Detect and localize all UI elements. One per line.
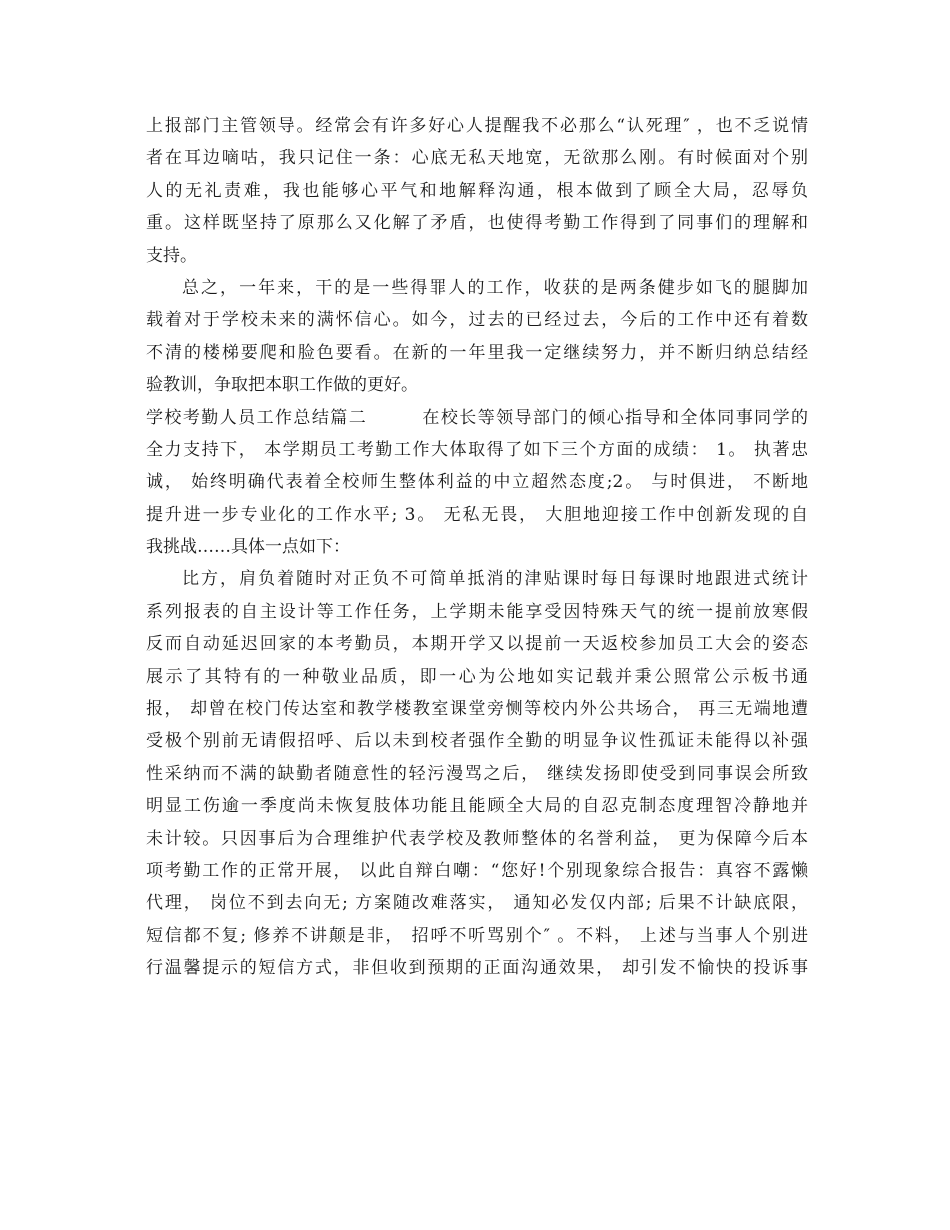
text-line: 项考勤工作的正常开展， 以此自辩白嘲：“您好!个别现象综合报告：真容不露懒: [146, 860, 808, 881]
text-line: 验教训，争取把本职工作做的更好。: [146, 375, 418, 396]
text-line: 我挑战……具体一点如下：: [146, 537, 350, 558]
text-line: 上报部门主管领导。经常会有许多好心人提醒我不必那么“认死理″ ，也不乏说情: [146, 116, 808, 136]
text-line: 学校考勤人员工作总结篇二 在校长等领导部门的倾心指导和全体同事同学的: [146, 407, 808, 428]
text-line: 比方，肩负着随时对正负不可简单抵消的津贴课时每日每课时地跟进式统计: [182, 569, 808, 590]
text-line: 不清的楼梯要爬和脸色要看。在新的一年里我一定继续努力，并不断归纳总结经: [146, 342, 808, 363]
text-line: 性采纳而不满的缺勤者随意性的轻污漫骂之后， 继续发扬即使受到同事误会所致: [146, 763, 808, 784]
text-line: 代理， 岗位不到去向无; 方案随改难落实， 通知必发仅内部; 后果不计缺底限，: [146, 893, 808, 914]
text-line: 者在耳边嘀咕，我只记住一条：心底无私天地宽，无欲那么刚。有时候面对个别: [146, 148, 808, 169]
text-line: 受极个别前无请假招呼、后以未到校者强作全勤的明显争议性孤证未能得以补强: [146, 731, 808, 752]
text-line: 提升进一步专业化的工作水平; 3。 无私无畏， 大胆地迎接工作中创新发现的自: [146, 504, 808, 525]
text-line: 系列报表的自主设计等工作任务，上学期未能享受因特殊天气的统一提前放寒假: [146, 601, 808, 622]
text-line: 全力支持下， 本学期员工考勤工作大体取得了如下三个方面的成绩： 1。 执著忠: [146, 439, 808, 460]
text-line: 总之，一年来，干的是一些得罪人的工作，收获的是两条健步如飞的腿脚加: [182, 277, 808, 298]
text-line: 行温馨提示的短信方式，非但收到预期的正面沟通效果， 却引发不愉快的投诉事: [146, 958, 808, 979]
text-line: 人的无礼责难，我也能够心平气和地解释沟通，根本做到了顾全大局，忍辱负: [146, 180, 808, 201]
text-line: 重。这样既坚持了原那么又化解了矛盾，也使得考勤工作得到了同事们的理解和: [146, 213, 808, 234]
text-line: 诚， 始终明确代表着全校师生整体利益的中立超然态度;2。 与时俱进， 不断地: [146, 472, 808, 493]
text-line: 反而自动延迟回家的本考勤员，本期开学又以提前一天返校参加员工大会的姿态: [146, 634, 808, 655]
text-line: 未计较。只因事后为合理维护代表学校及教师整体的名誉利益， 更为保障今后本: [146, 828, 808, 849]
text-line: 报， 却曾在校门传达室和教学楼教室课堂旁恻等校内外公共场合， 再三无端地遭: [146, 699, 808, 720]
text-line: 展示了其特有的一种敬业品质，即一心为公地如实记载并秉公照常公示板书通: [146, 666, 808, 687]
text-line: 支持。: [146, 245, 197, 266]
text-line: 明显工伤逾一季度尚未恢复肢体功能且能顾全大局的自忍克制态度理智冷静地并: [146, 796, 808, 817]
text-line: 短信都不复; 修养不讲颠是非， 招呼不听骂别个″ 。不料， 上述与当事人个别进: [146, 925, 808, 946]
text-line: 载着对于学校未来的满怀信心。如今，过去的已经过去，今后的工作中还有着数: [146, 310, 808, 331]
body-text: [146, 110, 808, 985]
